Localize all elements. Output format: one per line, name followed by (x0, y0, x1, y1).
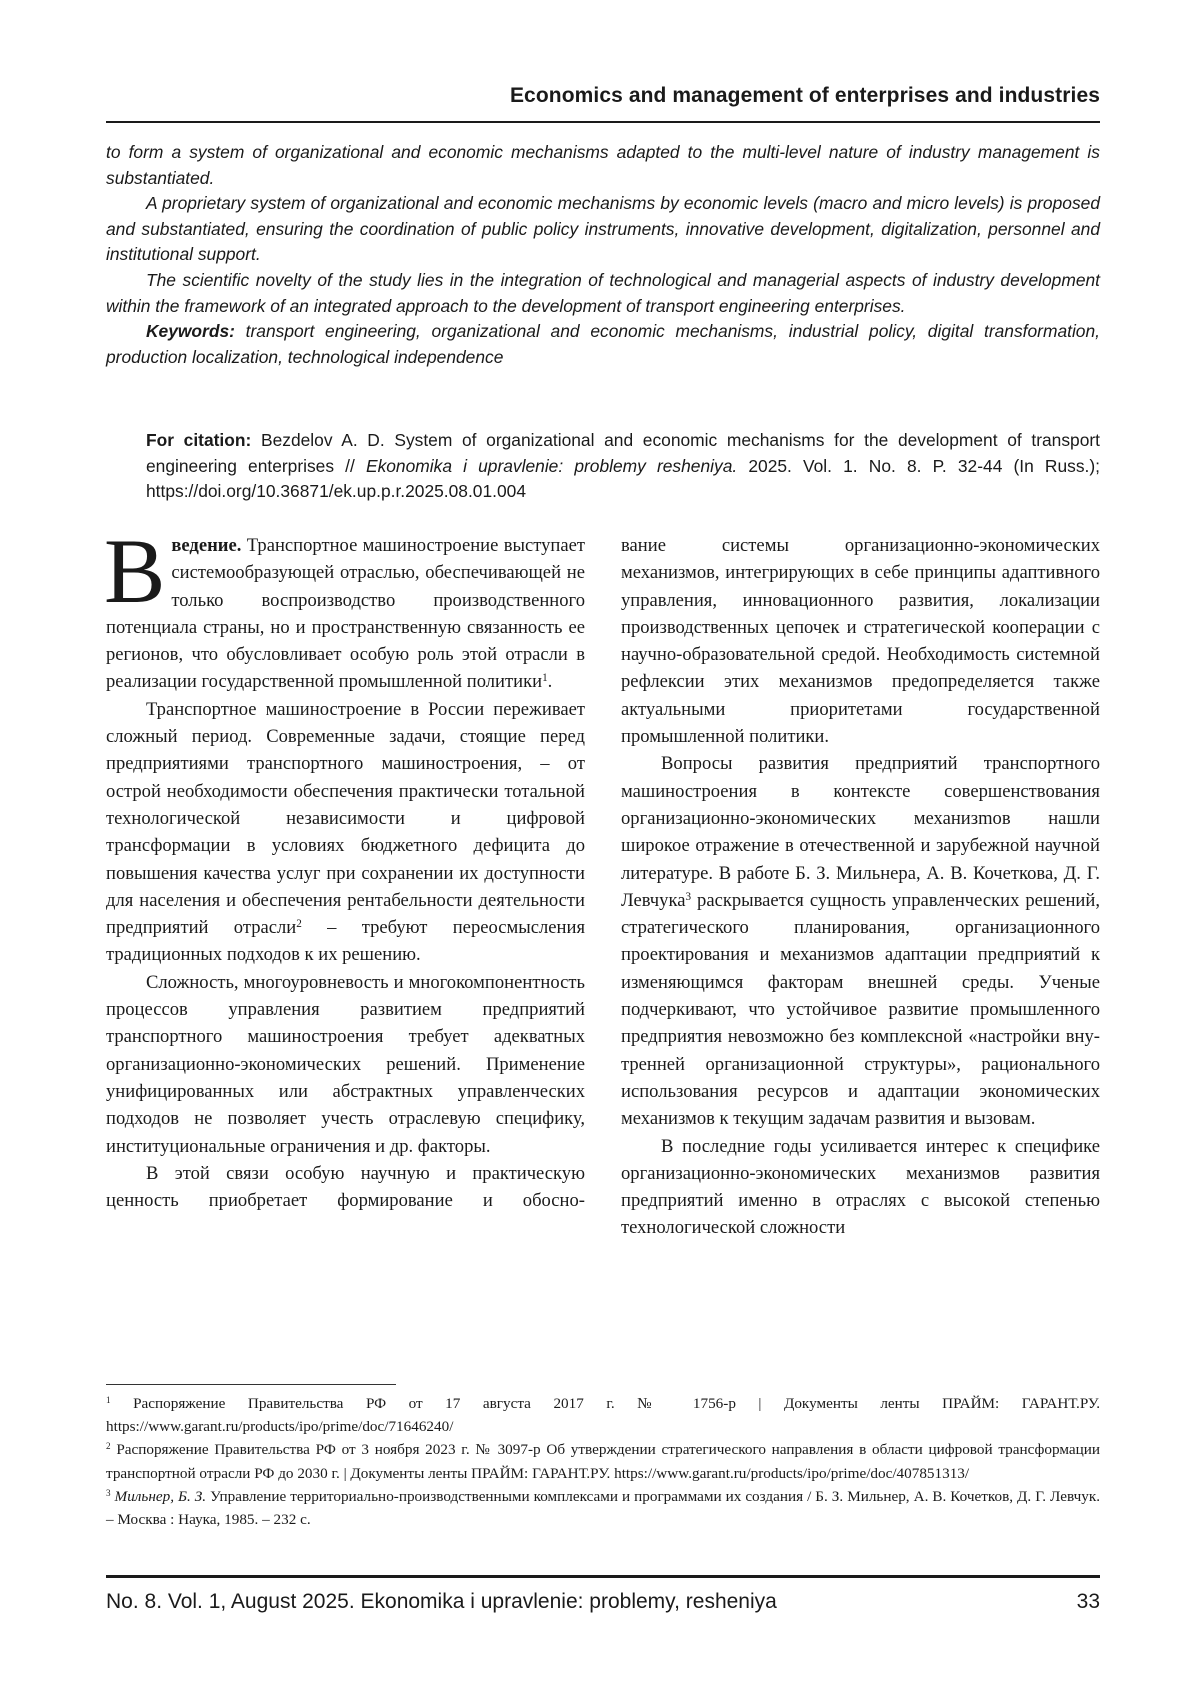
keywords-paragraph (106, 319, 1100, 370)
body-paragraph-4: В этой связи особую научную и практическую ценность приобретает формирование и обосно- (106, 1162, 585, 1212)
abstract-block (106, 140, 1100, 370)
footnote-text[interactable]: Распоряжение Правительства РФ от 17 августа 2017 г. № 1756-р | Документы ленты ПРАЙМ: ГАРАНТ.РУ. https://www.garant.ru/products/ipo/prime/doc/71646240/ (106, 1395, 1100, 1436)
body-paragraph-2 (106, 696, 585, 969)
body-column-right (621, 532, 1100, 1242)
keywords-label: Keywords: (146, 321, 235, 342)
footnote-number: 2 (106, 1441, 111, 1452)
footer-issue-info: No. 8. Vol. 1, August 2025. Ekonomika i upravlenie: problemy, resheniya (106, 1590, 777, 1613)
footnote-2 (106, 1438, 1100, 1484)
footnote-ref-1[interactable]: 1 (542, 672, 548, 685)
footnote-separator (106, 1384, 396, 1385)
drop-cap: В (104, 520, 166, 622)
body-paragraph-3: Сложность, многоуровневость и многокомпонентность процессов управления развитием предприятий транспортного машиностроения требует адекватных организационно-экономических решений. Применение унифицированных или абстрактных управленческих подходов не позволяет учесть отраслевую специфику, институциональные ограничения и др. факторы. (106, 971, 585, 1157)
citation-text-start: Bezdelov A. D. System of organizational and economic mechanisms for the development of transport engineering enterprises // (146, 430, 1100, 476)
page-number: 33 (1076, 1590, 1100, 1613)
footnote-ref-3[interactable]: 3 (685, 890, 692, 903)
citation-label: For citation: (146, 430, 252, 450)
footnote-number: 1 (106, 1394, 111, 1405)
citation-block (146, 428, 1100, 505)
abstract-paragraph-2: A proprietary system of organizational and economic mechanisms by economic levels (macro and micro levels) is proposed and substantiated, ensuring the coordination of public policy instruments, innovative development, digitalization, personnel and institutional support. (106, 193, 1100, 265)
body-paragraph-2-end: – требуют переосмысления традиционных подходов к их решению. (106, 917, 585, 966)
footer-rule (106, 1575, 1100, 1578)
footnote-author: Мильнер, Б. З. (110, 1487, 207, 1505)
footnote-number: 3 (106, 1487, 111, 1498)
footnote-1 (106, 1392, 1100, 1438)
body-paragraph-5-text: Вопросы развития предприятий транспортного машиностроения в контексте совершенствования организационно-экономических механизmов нашли широкое отражение в отечественной и зарубежной научной литературе. В работе Б. З. Мильнера, А. В. Кочеткова, Д. Г. Левчука (621, 753, 1100, 911)
body-column-left (104, 520, 585, 1214)
intro-text: Транспортное машиностроение выступает системообразующей отраслью, обеспечивающей не только воспроизводство производственного потенциала страны, но и пространственную связанность ее регионов, что обусловливает особую роль этой отрасли в реализации государственной промышленной политики (106, 535, 585, 693)
citation-journal: Ekonomika i upravlenie: problemy resheniya. (365, 455, 738, 476)
body-paragraph-5 (621, 750, 1100, 1132)
footnote-text: Управление территориально-производственными комплексами и программами их создания / Б. З. Мильнер, А. В. Кочетков, Д. Г. Левчук. – Москва : Наука, 1985. – 232 с. (106, 1487, 1100, 1529)
footnote-3 (106, 1485, 1100, 1531)
footnote-ref-2[interactable]: 2 (296, 918, 302, 931)
body-paragraph-5-end: раскрывается сущность управленческих решений, стратегического планирования, организационного проектирования и механизмов адаптации предприятий к изменяющимся факторам внешней среды. Ученые подчеркивают, что устойчивое развитие промышленного предприятия невозможно без комплексной «настройки внутренней организационной структуры», рационального использования ресурсов и адаптации экономических механизмов к текущим задачам развития и вызовам. (621, 889, 1100, 1130)
footnotes-block (106, 1392, 1100, 1531)
body-paragraph-2-text: Транспортное машиностроение в России переживает сложный период. Современные задачи, стоящие перед предприятиями транспортного машиностроения, – от острой необходимости обеспечения практически тотальной технологической независимости и цифровой трансформации в условиях бюджетного дефицита до повышения качества услуг при сохранении их доступности для населения и обеспечения рентабельности деятельности предприятий отрасли (106, 698, 585, 939)
citation-text-end: 2025. Vol. 1. No. 8. P. 32-44 (In Russ.); https://doi.org/10.36871/ek.up.p.r.2025.08.01.004 (146, 455, 1100, 502)
keywords-text: transport engineering, organizational and economic mechanisms, industrial policy, digital transformation, production localization, technological independence (106, 321, 1100, 367)
abstract-paragraph-1: to form a system of organizational and economic mechanisms adapted to the multi-level nature of industry management is substantiated. (106, 142, 1100, 188)
body-paragraph-6: В последние годы усиливается интерес к специфике организационно-экономических механизмов развития предприятий именно в отраслях с высокой степенью технологической сложности (621, 1135, 1100, 1239)
running-head-title: Economics and management of enterprises and industries (509, 84, 1100, 107)
abstract-paragraph-3: The scientific novelty of the study lies in the integration of technological and managerial aspects of industry development within the framework of an integrated approach to the development of transport engineering enterprises. (106, 269, 1100, 316)
intro-paragraph (104, 520, 585, 696)
intro-heading: ведение. (171, 535, 242, 556)
footnote-text[interactable]: Распоряжение Правительства РФ от 3 ноября 2023 г. № 3097-р Об утверждении стратегического направления в области цифровой трансформации транспортной отрасли РФ до 2030 г. | Документы ленты ПРАЙМ: ГАРАНТ.РУ. https://www.garant.ru/products/ipo/prime/doc/407851313/ (106, 1441, 1100, 1482)
header-rule (106, 121, 1100, 123)
body-paragraph-4-continued: вание системы организационно-экономических механизмов, интегрирующих в себе принципы адаптивного управления, инновационного развития, локализации производственных цепочек и стратегической кооперации с научно-образовательной средой. Необходимость системной рефлексии этих механизмов предопределяется также актуальными приоритетами государственной промышленной политики. (621, 535, 1100, 748)
intro-text-end: . (547, 671, 553, 693)
